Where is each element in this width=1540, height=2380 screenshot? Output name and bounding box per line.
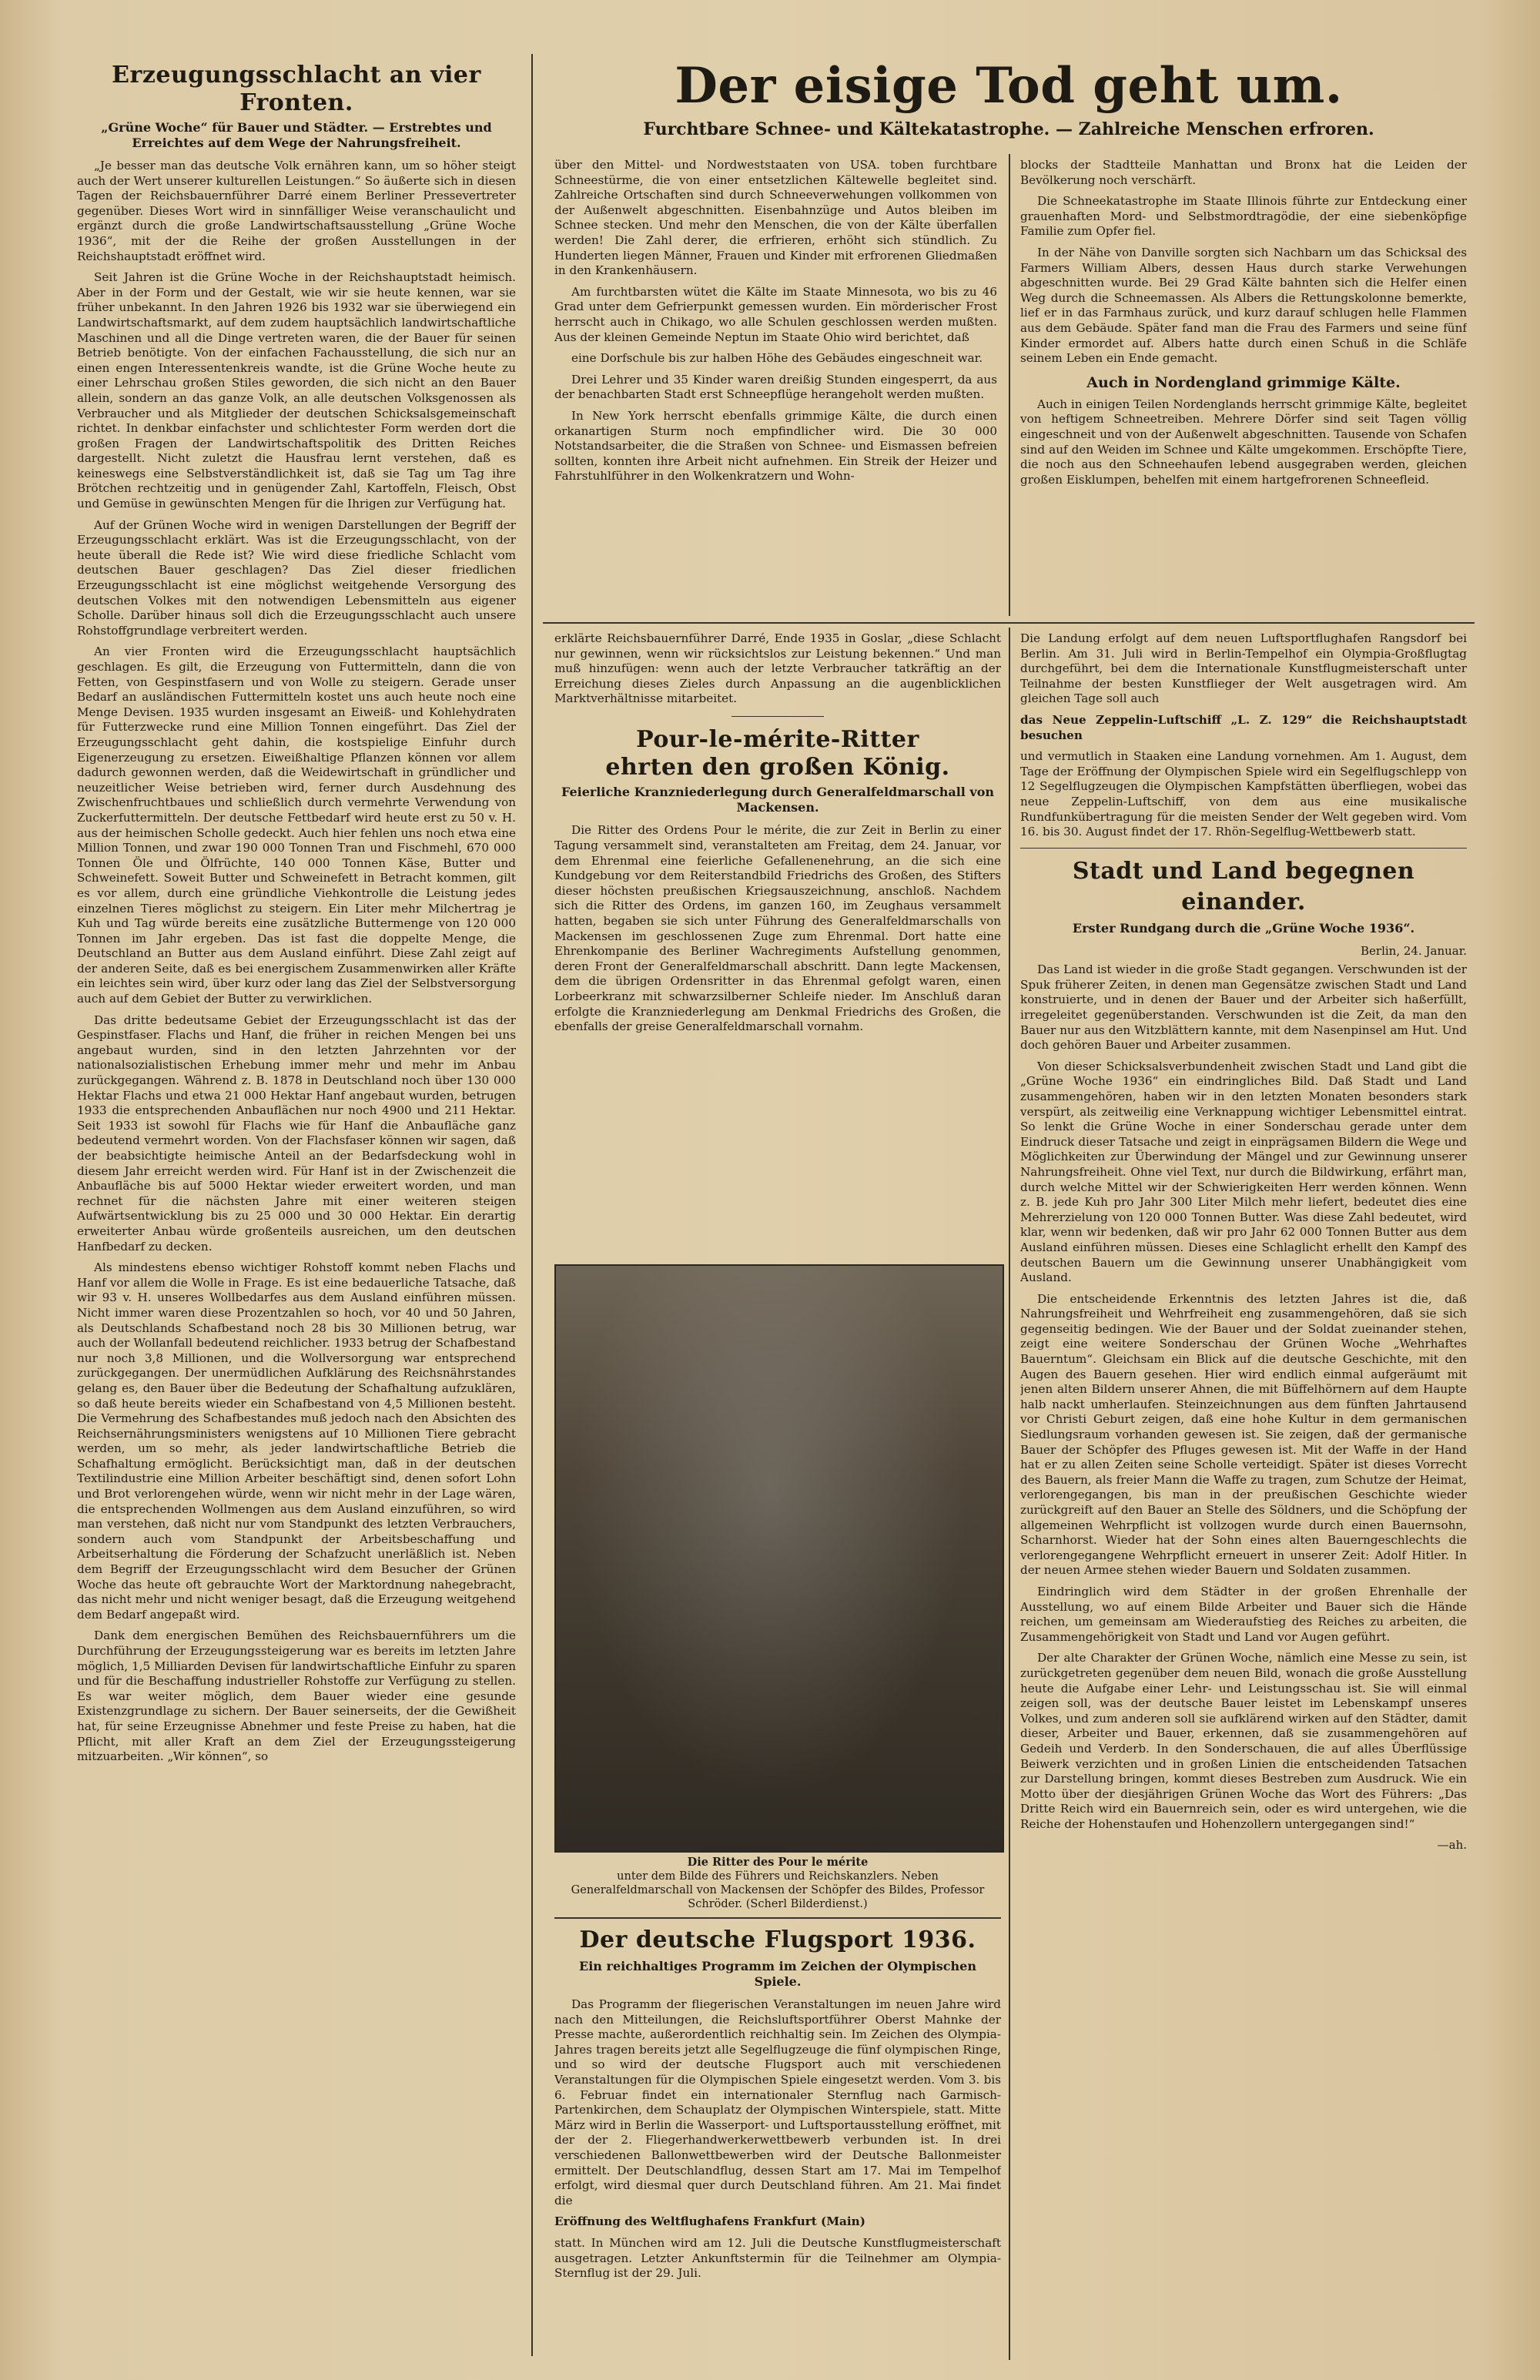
paragraph: eine Dorfschule bis zur halben Höhe des Gebäudes eingeschneit war.	[571, 351, 983, 366]
paragraph: Dank dem energischen Bemühen des Reichsbauernführers um die Durchführung der Erzeugungssteigerung war es bereits im letzten Jahre möglich, 1,5 Milliarden Devisen für landwirtschaftliche Einfuhr zu sparen und für die Beschaffung industrieller Rohstoffe zur Verfügung zu stellen. Es war weiter möglich, dem Bauer wieder eine gesunde Existenzgrundlage zu sichern. Der Bauer seinerseits, der die Gewißheit hat, für seine Erzeugnisse Abnehmer und feste Preise zu haben, hat die Pflicht, mit aller Kraft an dem Ziel der Erzeugungssteigerung mitzuarbeiten. „Wir können“, so	[77, 1629, 516, 1764]
top-mid-rule	[1009, 154, 1010, 616]
top-subheadline: Furchtbare Schnee- und Kältekatastrophe. — Zahlreiche Menschen erfroren.	[643, 119, 1374, 139]
paragraph: Eindringlich wird dem Städter in der großen Ehrenhalle der Ausstellung, wo auf einem Bilde Arbeiter und Bauer sich die Hände reichen, um gemeinsam am Wiederaufstieg des Reiches zu arbeiten, die Zusammengehörigkeit von Stadt und Land vor Augen geführt.	[1020, 1584, 1467, 1644]
paragraph: Auf der Grünen Woche wird in wenigen Darstellungen der Begriff der Erzeugungsschlacht erklärt. Was ist die Erzeugungsschlacht, von der heute überall die Rede ist? Wie wird diese friedliche Schlacht vom deutschen Bauer geschlagen? Das Ziel dieser friedlichen Erzeugungsschlacht ist eine möglichst weitgehende Versorgung des deutschen Volkes mit den notwendigen Lebensmitteln aus eigener Scholle. Darüber hinaus soll dich die Erzeugungsschlacht auch unsere Rohstoffgrundlage verbreitert werden.	[77, 517, 516, 638]
paragraph: Die entscheidende Erkenntnis des letzten Jahres ist die, daß Nahrungsfreiheit und Wehrfreiheit eng zusammengehören, daß sie sich gegenseitig bedingen. Wie der Bauer und der Soldat zueinander stehen, zeigt eine weitere Sonderschau der Grünen Woche „Wehrhaftes Bauerntum“. Gleichsam ein Blick auf die deutsche Geschichte, mit den Augen des Bauern gesehen. Hier wird endlich einmal aufgeräumt mit jenen alten Bildern unserer Ahnen, die mit Büffelhörnern auf dem Haupte halb nackt umherlaufen. Steinzeichnungen aus dem fünften Jahrtausend vor Christi Geburt zeigen, daß eine hohe Kultur in dem germanischen Siedlungsraum vorhanden gewesen ist. Sie zeigen, daß der germanische Bauer der Schöpfer des Pfluges gewesen ist. Mit der Waffe in der Hand hat er zu allen Zeiten seine Scholle verteidigt. Später ist dieses Vorrecht des Bauern, als freier Mann die Waffe zu tragen, zum Schutze der Heimat, verlorengegangen, bis man in der preußischen Geschichte wieder zurückgreift auf den Bauer an Stelle des Söldners, und die Schöpfung der allgemeinen Wehrpflicht ist vollzogen wurde durch einen Bauernsohn, Scharnhorst. Wieder hat der Sohn eines alten Bauerngeschlechts die verlorengegangene Wehrpflicht erneuert in unserer Zeit: Adolf Hitler. In der neuen Armee stehen wieder Bauern und Soldaten zusammen.	[1020, 1291, 1467, 1578]
flugsport-column	[554, 1925, 1001, 2364]
paragraph: über den Mittel- und Nordweststaaten von USA. toben furchtbare Schneestürme, die von einer entsetzlichen Kältewelle begleitet sind. Zahlreiche Ortschaften sind durch Schneeverwehungen vollkommen von der Außenwelt abgeschnitten. Eisenbahnzüge und Autos bleiben im Schnee stecken. Und mehr den Menschen, die von der Kälte überfallen werden! Die Zahl derer, die erfrieren, erhöht sich stündlich. Zu Hunderten liegen Männer, Frauen und Kinder mit erfrorenen Gliedmaßen in den Krankenhäusern.	[554, 158, 997, 278]
top-article-col2	[1020, 158, 1467, 612]
flugsport-body	[554, 1997, 1001, 2208]
left-vertical-rule	[531, 54, 533, 2356]
paragraph: Der alte Charakter der Grünen Woche, nämlich eine Messe zu sein, ist zurückgetreten gegenüber dem neuen Bild, wonach die große Ausstellung heute die Aufgabe einer Lehr- und Leistungsschau ist. Sie will einmal zeigen soll, was der deutsche Bauer leistet im Lebenskampf unseres Volkes, und zum anderen soll sie aufklärend wirken auf den Städter, damit dieser, Arbeiter und Bauer, erkennen, daß sie zusammengehören auf Gedeih und Verderb. In den Sonderschauen, die auf alles Überflüssige Beiwerk verzichten und in großen Linien die entscheidenden Tatsachen zur Darstellung bringen, kommt dieses Bestreben zum Ausdruck. Wie ein Motto über der diesjährigen Grünen Woche das Wort des Führers: „Das Dritte Reich wird ein Bauernreich sein, oder es wird untergehen, wie die Reiche der Hohenstaufen und Hohenzollern untergegangen sind!“	[1020, 1651, 1467, 1831]
paragraph: Das dritte bedeutsame Gebiet der Erzeugungsschlacht ist das der Gespinstfaser. Flachs und Hanf, die früher in reichen Mengen bei uns angebaut wurden, sind in den letzten Jahrzehnten vor der nationalsozialistischen Erhebung immer mehr und mehr im Anbau zurückgegangen. Während z. B. 1878 in Deutschland noch über 130 000 Hektar Flachs und etwa 21 000 Hektar Hanf angebaut wurden, betrugen 1933 die entsprechenden Anbauflächen nur noch 4900 und 211 Hektar. Seit 1933 ist sowohl für Flachs wie für Hanf die Anbaufläche ganz bedeutend vermehrt worden. Von der Flachsfaser können wir sagen, daß der beabsichtigte heimische Anteil an der Bedarfsdeckung wohl in diesem Jahr erreicht werden wird. Für Hanf ist in der Zwischenzeit die Anbaufläche bis auf 5000 Hektar wieder erweitert worden, und man rechnet für die nächsten Jahre mit einer weiteren steigen Aufwärtsentwicklung bis zu 25 000 und 30 000 Hektar. Ein derartig erweiterter Anbau würde großenteils ausreichen, um den deutschen Hanfbedarf zu decken.	[77, 1013, 516, 1254]
ritter-subheadline: Feierliche Kranzniederlegung durch Generalfeldmarschall von Mackensen.	[561, 785, 995, 815]
paragraph: Das Land ist wieder in die große Stadt gegangen. Verschwunden ist der Spuk früherer Zeiten, in denen man Gegensätze zwischen Stadt und Land konstruierte, und in denen der Bauer und der Arbeiter sich haßerfüllt, irregeleitet gegenüberstanden. Verschwunden ist die Zeit, da man den Bauer nur aus den Witzblättern kannte, mit dem Nasenpinsel am Hut. Und doch gehören Bauer und Arbeiter zusammen.	[1020, 962, 1467, 1053]
top-article-col1	[554, 158, 997, 612]
stadt-land-subheadline: Erster Rundgang durch die „Grüne Woche 1936“.	[1072, 921, 1415, 936]
flugsport-headline: Der deutsche Flugsport 1936.	[579, 1926, 976, 1953]
ritter-headline-2: ehrten den großen König.	[605, 754, 950, 782]
paragraph: Die Ritter des Ordens Pour le mérite, die zur Zeit in Berlin zu einer Tagung versammelt sind, veranstalteten am Freitag, dem 24. Januar, vor dem Ehrenmal eine feierliche Gefallenenehrung, an die sich eine Kundgebung vor dem Reiterstandbild Friedrichs des Großen, des Stifters dieser höchsten preußischen Kriegsauszeichnung, anschloß. Nachdem sich die Ritter des Ordens, im ganzen 160, im Zeughaus versammelt hatten, begaben sie sich unter Führung des Generalfeldmarschalls von Mackensen im geschlossenen Zuge zum Ehrenmal. Dort hatte eine Ehrenkompanie des Berliner Wachregiments Aufstellung genommen, deren Front der Generalfeldmarschall abschritt. Dann legte Mackensen, dem die übrigen Ordensritter in das Ehrenmal gefolgt waren, einen Lorbeerkranz mit schwarzsilberner Schleife nieder. Im Anschluß daran erfolgte die Kranzniederlegung am Denkmal Friedrichs des Großen, die ebenfalls der greise Generalfeldmarschall vornahm.	[554, 823, 1001, 1034]
photo-caption	[554, 1856, 1001, 1911]
ritter-body	[554, 823, 1001, 1034]
paragraph: Das Programm der fliegerischen Veranstaltungen im neuen Jahre wird nach den Mitteilungen, die Reichsluftsportführer Oberst Mahnke der Presse machte, außerordentlich reichhaltig sein. Im Zeichen des Olympia-Jahres tragen bereits jetzt alle Segelflugzeuge die fünf olympischen Ringe, und so wird der deutsche Flugsport auch mit verschiedenen Veranstaltungen für die Olympischen Spiele eingesetzt werden. Vom 3. bis 6. Februar findet ein internationaler Sternflug nach Garmisch-Partenkirchen, dem Schauplatz der Olympischen Winterspiele, statt. Mitte März wird in Berlin die Wasserport- und Luftsportausstellung eröffnet, mit der der 2. Fliegerhandwerkerwettbewerb verbunden ist. In drei verschiedenen Ballonwettbewerben wird der Deutsche Ballonmeister ermittelt. Der Deutschlandflug, dessen Start am 17. Mai im Tempelhof erfolgt, wird diesmal quer durch Deutschland führen. Am 21. Mai findet die	[554, 1997, 1001, 2208]
paragraph: In der Nähe von Danville sorgten sich Nachbarn um das Schicksal des Farmers William Albers, dessen Haus durch starke Verwehungen abgeschnitten wurde. Bei 29 Grad Kälte bahnten sich die Helfer einen Weg durch die Schneemassen. Als Albers die Rettungskolonne bemerkte, lief er in das Farmhaus zurück, und kurz darauf schlugen helle Flammen aus dem Gebäude. Später fand man die Frau des Farmers und seine fünf Kinder ermordet auf. Albers hatte durch einen Schuß in die Schläfe seinem Leben ein Ende gemacht.	[1020, 245, 1467, 366]
right-body-3	[1020, 962, 1467, 1832]
right-body-1	[1020, 631, 1467, 707]
flugsport-subheadline: Ein reichhaltiges Programm im Zeichen der Olympischen Spiele.	[579, 1959, 976, 1989]
paragraph: und vermutlich in Staaken eine Landung vornehmen. Am 1. August, dem Tage der Eröffnung der Olympischen Spiele wird ein Segelflugschlepp von 12 Segelflugzeugen die Olympischen Kampfstätten überfliegen, wobei das neue Zeppelin-Luftschiff, von dem aus eine musikalische Rundfunkübertragung für die meisten Sender der Welt gegeben wird. Vom 16. bis 30. August findet der 17. Rhön-Segelflug-Wettbewerb statt.	[1020, 749, 1467, 839]
paragraph: An vier Fronten wird die Erzeugungsschlacht hauptsächlich geschlagen. Es gilt, die Erzeugung von Futtermitteln, dann die von Fetten, von Gespinstfasern und von Wolle zu steigern. Gerade unser Bedarf an ausländischen Futtermitteln kostet uns auch heute noch eine Menge Devisen. 1935 wurden insgesamt an Eiweiß- und Kohlehydraten für Futterzwecke rund eine Million Tonnen eingeführt. Das Ziel der Erzeugungsschlacht geht dahin, die kostspielige Einfuhr durch Eigenerzeugung zu ersetzen. Eiweißhaltige Pflanzen können vor allem dadurch gewonnen werden, daß die Weidewirtschaft in gründlicher und neuzeitlicher Weise betrieben wird, ferner durch Ausdehnung des Zwischenfruchtbaues und schließlich durch vermehrte Verwendung von Zuckerfuttermitteln. Der deutsche Fettbedarf wird heute erst zu 50 v. H. aus der heimischen Scholle gedeckt. Auch hier fehlen uns noch etwa eine Million Tonnen, und zwar 190 000 Tonnen Tran und Fischmehl, 670 000 Tonnen Öle und Ölfrüchte, 140 000 Tonnen Käse, Butter und Schweinefett. Soweit Butter und Schweinefett in Betracht kommen, gilt es vor allem, durch eine gründliche Viehkontrolle die Leistung jedes einzelnen Tieres möglichst zu steigern. Ein Liter mehr Milchertrag je Kuh und Tag würde bereits eine zusätzliche Buttermenge von 120 000 Tonnen im Jahr ergeben. Das ist fast die doppelte Menge, die Deutschland an Butter aus dem Ausland einführt. Diese Zahl zeigt auf der anderen Seite, daß es bei energischem Zusammenwirken aller Kräfte ein leichtes sein wird, über kurz oder lang das Ziel der Selbstversorgung auch auf dem Gebiet der Butter zu verwirklichen.	[77, 644, 516, 1006]
flugsport-top-rule	[554, 1917, 1001, 1919]
paragraph: „Je besser man das deutsche Volk ernähren kann, um so höher steigt auch der Wert unserer kulturellen Leistungen.“ So äußerte sich in diesen Tagen der Reichsbauernführer Darré einem Berliner Pressevertreter gegenüber. Dieses Wort wird in sinnfälliger Weise veranschaulicht und ergänzt durch die große Landwirtschaftsausstellung „Grüne Woche 1936“, mit der die Reihe der großen Ausstellungen in der Reichshauptstadt eröffnet wird.	[77, 159, 516, 263]
stadt-land-dateline: Berlin, 24. Januar.	[1361, 944, 1467, 959]
left-subheadline: „Grüne Woche“ für Bauer und Städter. — Erstrebtes und Erreichtes auf dem Wege der Nahrungsfreiheit.	[101, 120, 492, 150]
signature: —ah.	[1437, 1838, 1467, 1853]
flugsport-centerline: Eröffnung des Weltflughafens Frankfurt (Main)	[554, 2214, 865, 2229]
caption-text: unter dem Bilde des Führers und Reichskanzlers. Neben Generalfeldmarschall von Mackensen der Schöpfer des Bildes, Professor Schröder. (Scherl Bilderdienst.)	[571, 1870, 985, 1910]
stadt-land-headline: Stadt und Land begegnen einander.	[1072, 858, 1415, 916]
right-column	[1020, 631, 1467, 2364]
middle-column	[554, 631, 1001, 1263]
pour-le-merite-photo	[554, 1264, 1004, 1853]
top-article-header	[547, 54, 1471, 169]
top-col2-body	[1020, 158, 1467, 367]
top-headline: Der eisige Tod geht um.	[675, 57, 1343, 115]
paragraph: Seit Jahren ist die Grüne Woche in der Reichshauptstadt heimisch. Aber in der Form und der Gestalt, wie wir sie heute kennen, war sie früher unbekannt. In den Jahren 1926 bis 1932 war sie überwiegend ein Landwirtschaftsmarkt, auf dem zudem hauptsächlich landwirtschaftliche Maschinen und all die Dinge vertreten waren, die der Bauer für seinen Betrieb benötigte. Von der einfachen Fachausstellung, die sich nur an einen engen Interessentenkreis wandte, ist die Grüne Woche heute zu einer Lehrschau großen Stiles geworden, die sich nicht an den Bauer allein, sondern an das ganze Volk, an alle deutschen Volksgenossen als Verbraucher und als Mitglieder der deutschen Schicksalsgemeinschaft richtet. In denkbar einfachster und schlichtester Form werden dort die großen Fragen der Landwirtschaftspolitik des Dritten Reiches dargestellt. Nicht zuletzt die Hausfrau lernt verstehen, daß es keineswegs eine Selbstverständlichkeit ist, daß sie Tag um Tag ihre Brötchen rechtzeitig und in genügender Zahl, Kartoffeln, Fleisch, Obst und Gemüse in gewünschten Mengen für die Ihrigen zur Verfügung hat.	[77, 270, 516, 511]
right-vertical-rule	[1009, 628, 1010, 2360]
flugsport-tail: statt. In München wird am 12. Juli die Deutsche Kunstflugmeisterschaft ausgetragen. Letzter Ankunftstermin für die Teilnehmer am Olympia-Sternflug ist der 29. Juli.	[554, 2235, 1001, 2281]
paragraph: Auch in einigen Teilen Nordenglands herrscht grimmige Kälte, begleitet von heftigem Schneetreiben. Mehrere Dörfer sind seit Tagen völlig eingeschneit und von der Außenwelt abgeschnitten. Tausende von Schafen sind auf den Weiden im Schnee und Kälte umgekommen. Erschöpfte Tiere, die noch aus den Schneehaufen lebend ausgegraben werden, gleichen großen Eisklumpen, behelfen mit einem hartgefrorenen Schneefleid.	[1020, 397, 1467, 487]
left-headline: Erzeugungsschlacht an vier Fronten.	[112, 62, 481, 116]
left-column	[77, 62, 516, 2356]
paragraph: Die Landung erfolgt auf dem neuen Luftsportflughafen Rangsdorf bei Berlin. Am 31. Juli wird in Berlin-Tempelhof ein Olympia-Großflugtag durchgeführt, bei dem die Internationale Kunstflugmeisterschaft unter Teilnahme der besten Kunstflieger der Welt ausgetragen wird. Am gleichen Tage soll auch	[1020, 631, 1467, 706]
left-body	[77, 159, 516, 1765]
caption-title: Die Ritter des Pour le mérite	[687, 1856, 869, 1869]
right-body-2	[1020, 749, 1467, 840]
ritter-headline-1: Pour-le-mérite-Ritter	[636, 726, 919, 754]
paragraph: Drei Lehrer und 35 Kinder waren dreißig Stunden eingesperrt, da aus der benachbarten Stadt erst Schneepflüge herangeholt werden mußten.	[554, 372, 997, 402]
middle-intro	[554, 631, 1001, 707]
paragraph: Die Schneekatastrophe im Staate Illinois führte zur Entdeckung einer grauenhaften Mord- und Selbstmordtragödie, der eine siebenköpfige Familie zum Opfer fiel.	[1020, 194, 1467, 239]
top-subhead-nordengland: Auch in Nordengland grimmige Kälte.	[1086, 373, 1401, 391]
top-col2b-body	[1020, 397, 1467, 488]
top-col1-body	[554, 158, 997, 484]
right-divider	[1020, 848, 1467, 849]
zeppelin-centerline: das Neue Zeppelin-Luftschiff „L. Z. 129“ die Reichshauptstadt besuchen	[1020, 712, 1467, 742]
paragraph: Von dieser Schicksalsverbundenheit zwischen Stadt und Land gibt die „Grüne Woche 1936“ ein eindringliches Bild. Daß Stadt und Land zusammengehören, haben wir in den letzten Monaten besonders stark verspürt, als zeitweilig eine Verknappung wichtiger Lebensmittel eintrat. So lenkt die Grüne Woche in einer Sonderschau gerade unter dem Eindruck dieser Tatsache und zeigt in einprägsamen Bildern die Wege und Möglichkeiten zur Überwindung der Mängel und zur Gewinnung unserer Nahrungsfreiheit. Ohne viel Text, nur durch die Bildwirkung, erfährt man, durch welche Mittel wir der Schwierigkeiten Herr werden können. Wenn z. B. jede Kuh pro Jahr 300 Liter Milch mehr liefert, bedeutet dies eine Mehrerzielung von 120 000 Tonnen Butter. Was diese Zahl bedeutet, wird klar, wenn wir bedenken, daß wir pro Jahr 62 000 Tonnen Butter aus dem Ausland einführen müssen. Dieses eine Schlaglicht erhellt den Kampf des deutschen Bauern um die Gewinnung unserer Unabhängigkeit vom Ausland.	[1020, 1059, 1467, 1285]
paragraph: Am furchtbarsten wütet die Kälte im Staate Minnesota, wo bis zu 46 Grad unter dem Gefrierpunkt gemessen wurden. Ein mörderischer Frost herrscht auch in Chikago, wo alle Schulen geschlossen werden mußten. Aus der kleinen Gemeinde Neptun im Staate Ohio wird berichtet, daß	[554, 284, 997, 344]
top-bottom-rule	[543, 622, 1475, 624]
middle-divider	[732, 716, 824, 718]
paragraph: In New York herrscht ebenfalls grimmige Kälte, die durch einen orkanartigen Sturm noch empfindlicher wird. Die 30 000 Notstandsarbeiter, die die Straßen von Schnee- und Eismassen befreien sollten, konnten ihre Arbeit nicht aufnehmen. Ein Streik der Heizer und Fahrstuhlführer in den Wolkenkratzern und Wohn-	[554, 408, 997, 484]
paragraph: blocks der Stadtteile Manhattan und Bronx hat die Leiden der Bevölkerung noch verschärft.	[1020, 158, 1467, 187]
paragraph: Als mindestens ebenso wichtiger Rohstoff kommt neben Flachs und Hanf vor allem die Wolle in Frage. Es ist eine bedauerliche Tatsache, daß wir 93 v. H. unseres Wollbedarfes aus dem Ausland einführen müssen. Nicht immer waren diese Prozentzahlen so hoch, vor 40 und 50 Jahren, als Deutschlands Schafbestand noch 28 bis 30 Millionen betrug, war auch der Wollanfall bedeutend reichlicher. 1933 betrug der Schafbestand nur noch 3,8 Millionen, und die Wollversorgung war entsprechend zurückgegangen. Der unermüdlichen Aufklärung des Reichsnährstandes gelang es, den Bauer über die Bedeutung der Schafhaltung aufzuklären, so daß heute bereits wieder ein Schafbestand von 4,5 Millionen besteht. Die Vermehrung des Schafbestandes muß jedoch nach den Absichten des Reichsernährungsministers wenigstens auf 10 Millionen Tiere gebracht werden, um so mehr, als jeder landwirtschaftliche Betrieb die Schafhaltung ermöglicht. Berücksichtigt man, daß in der deutschen Textilindustrie eine Million Arbeiter beschäftigt sind, denen sofort Lohn und Brot verlorengehen würde, wenn wir nicht mehr in der Lage wären, die entsprechenden Wollmengen aus dem Ausland einzuführen, so wird man verstehen, daß nicht nur vom Standpunkt des letzten Verbrauchers, sondern auch vom Standpunkt der Arbeitsbeschaffung und Arbeitserhaltung die Förderung der Schafzucht unerläßlich ist. Neben dem Begriff der Erzeugungsschlacht wird dem Besucher der Grünen Woche das heute oft gebrauchte Wort der Marktordnung nahegebracht, das nicht mehr und nicht weniger besagt, daß die Erzeugung weitgehend dem Bedarf angepaßt wird.	[77, 1260, 516, 1622]
paragraph: erklärte Reichsbauernführer Darré, Ende 1935 in Goslar, „diese Schlacht nur gewinnen, wenn wir rücksichtslos zur Leistung bekennen.“ Und man muß hinzufügen: wenn auch der letzte Verbraucher tatkräftig an der Erreichung dieses Zieles durch Anpassung an die augenblicklichen Marktverhältnisse mitarbeitet.	[554, 631, 1001, 706]
